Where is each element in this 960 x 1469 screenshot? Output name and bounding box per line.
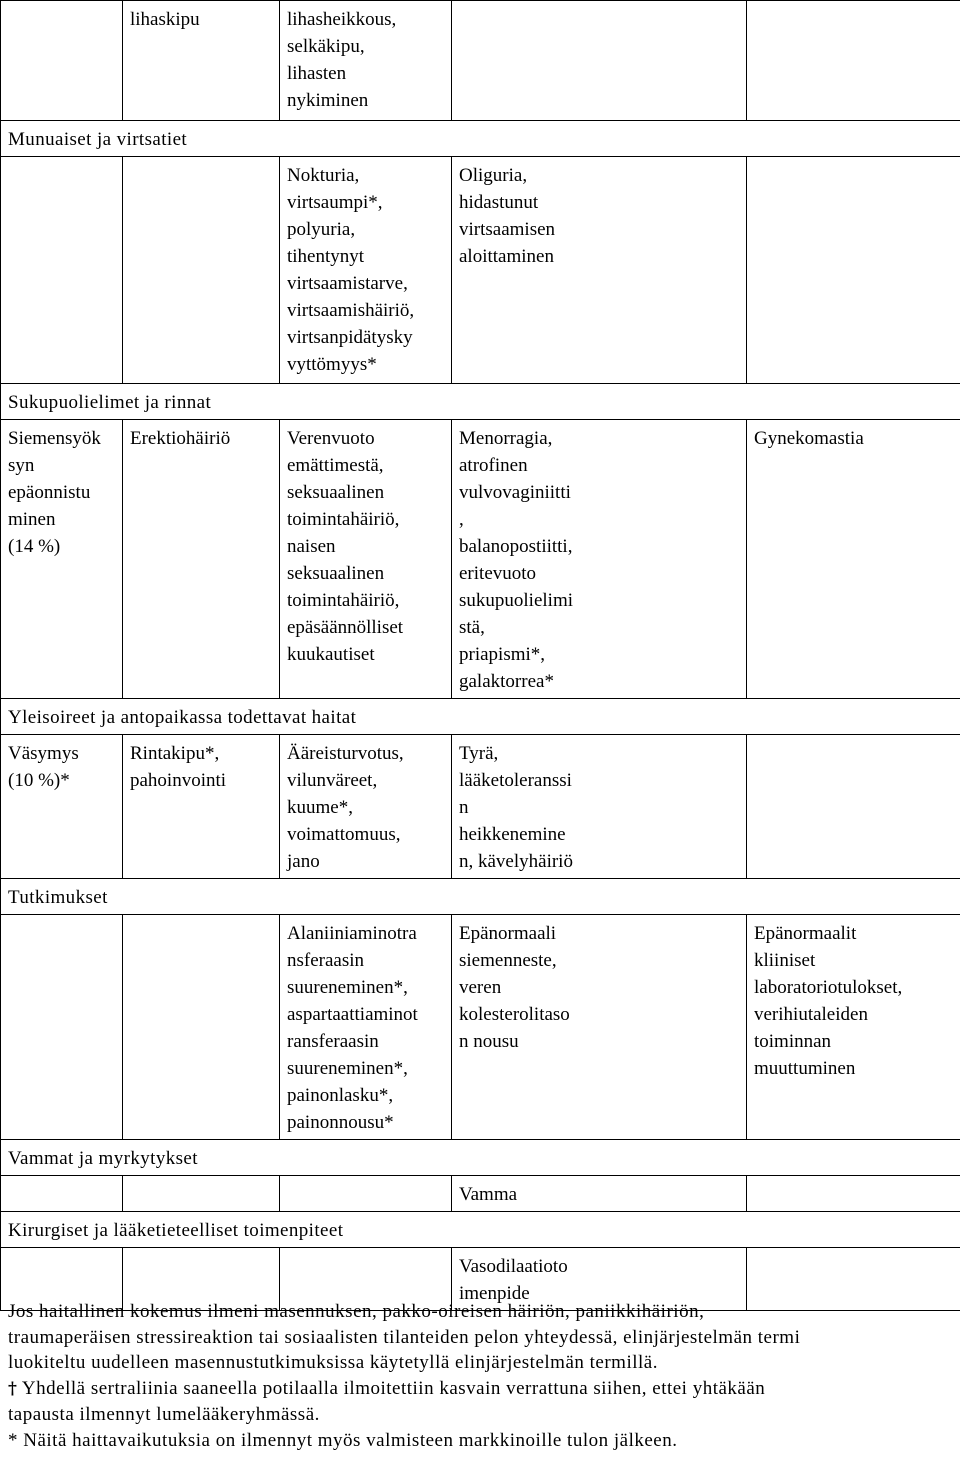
cell-general-rare: Tyrä, lääketoleranssi n heikkenemine n, kävelyhäiriö [452, 735, 747, 879]
cell-muscle-uncommon: lihasheikkous, selkäkipu, lihasten nykiminen [280, 1, 452, 121]
cell-repro-common: Erektiohäiriö [123, 420, 280, 699]
cell-investigations-unknown: Epänormaalit kliiniset laboratoriotulokset, verihiutaleiden toiminnan muuttuminen [747, 915, 960, 1140]
section-header-kidney: Munuaiset ja virtsatiet [1, 121, 960, 157]
table-row-kidney [1, 157, 960, 384]
table-row-repro [1, 420, 960, 699]
cell-repro-uncommon: Verenvuoto emättimestä, seksuaalinen toimintahäiriö, naisen seksuaalinen toimintahäiriö, epäsäännölliset kuukautiset [280, 420, 452, 699]
section-header-investigations: Tutkimukset [1, 879, 960, 915]
cell-general-very-common: Väsymys (10 %)* [1, 735, 123, 879]
section-header-row [1, 384, 960, 420]
cell-kidney-rare: Oliguria, hidastunut virtsaamisen aloittaminen [452, 157, 747, 384]
cell-kidney-uncommon: Nokturia, virtsaumpi*, polyuria, tihentynyt virtsaamistarve, virtsaamishäiriö, virtsanpidätysky vyttömyys* [280, 157, 452, 384]
table-row-investigations [1, 915, 960, 1140]
table-row-injury [1, 1176, 960, 1212]
cell-repro-unknown: Gynekomastia [747, 420, 960, 699]
footnote-line: traumaperäisen stressireaktion tai sosiaalisten tilanteiden pelon yhteydessä, elinjärjestelmän termi [8, 1326, 801, 1348]
dagger-symbol: † [8, 1378, 18, 1399]
cell-investigations-rare: Epänormaali siemenneste, veren kolesterolitaso n nousu [452, 915, 747, 1140]
cell-repro-rare: Menorragia, atrofinen vulvovaginiitti , balanopostiitti, eritevuoto sukupuolielimi stä, priapismi*, galaktorrea* [452, 420, 747, 699]
cell-injury-rare: Vamma [452, 1176, 747, 1212]
section-header-surgical: Kirurgiset ja lääketieteelliset toimenpiteet [1, 1212, 960, 1248]
footnote-dagger-line [8, 1376, 956, 1403]
section-header-injury: Vammat ja myrkytykset [1, 1140, 960, 1176]
cell-repro-very-common: Siemensyök syn epäonnistu minen (14 %) [1, 420, 123, 699]
cell-general-common: Rintakipu*, pahoinvointi [123, 735, 280, 879]
section-header-row [1, 121, 960, 157]
footnote-line: tapausta ilmennyt lumelääkeryhmässä. [8, 1404, 320, 1425]
footnotes [8, 1299, 956, 1453]
footnote-line: Jos haitallinen kokemus ilmeni masennuksen, pakko-oireisen häiriön, paniikkihäiriön, [8, 1301, 705, 1322]
footnote-line: * Näitä haittavaikutuksia on ilmennyt myös valmisteen markkinoille tulon jälkeen. [8, 1429, 678, 1451]
cell-general-uncommon: Ääreisturvotus, vilunväreet, kuume*, voimattomuus, jano [280, 735, 452, 879]
cell-muscle-common: lihaskipu [123, 1, 280, 121]
section-header-row [1, 879, 960, 915]
table-row-muscle [1, 1, 960, 121]
section-header-general: Yleisoireet ja antopaikassa todettavat haitat [1, 699, 960, 735]
table-row-general [1, 735, 960, 879]
footnote-line: luokiteltu uudelleen masennustutkimuksissa käytetyllä elinjärjestelmän termillä. [8, 1352, 658, 1373]
section-header-row [1, 699, 960, 735]
footnote-line: Yhdellä sertraliinia saaneella potilaalla ilmoitettiin kasvain verrattuna siihen, ettei yhtäkään [17, 1377, 766, 1399]
cell-investigations-uncommon: Alaniiniaminotra nsferaasin suureneminen*, aspartaattiaminot ransferaasin suureneminen*, painonlasku*, painonnousu* [280, 915, 452, 1140]
section-header-repro: Sukupuolielimet ja rinnat [1, 384, 960, 420]
section-header-row [1, 1140, 960, 1176]
cell-surgical-rare: Vasodilaatioto imenpide [452, 1248, 747, 1311]
section-header-row [1, 1212, 960, 1248]
